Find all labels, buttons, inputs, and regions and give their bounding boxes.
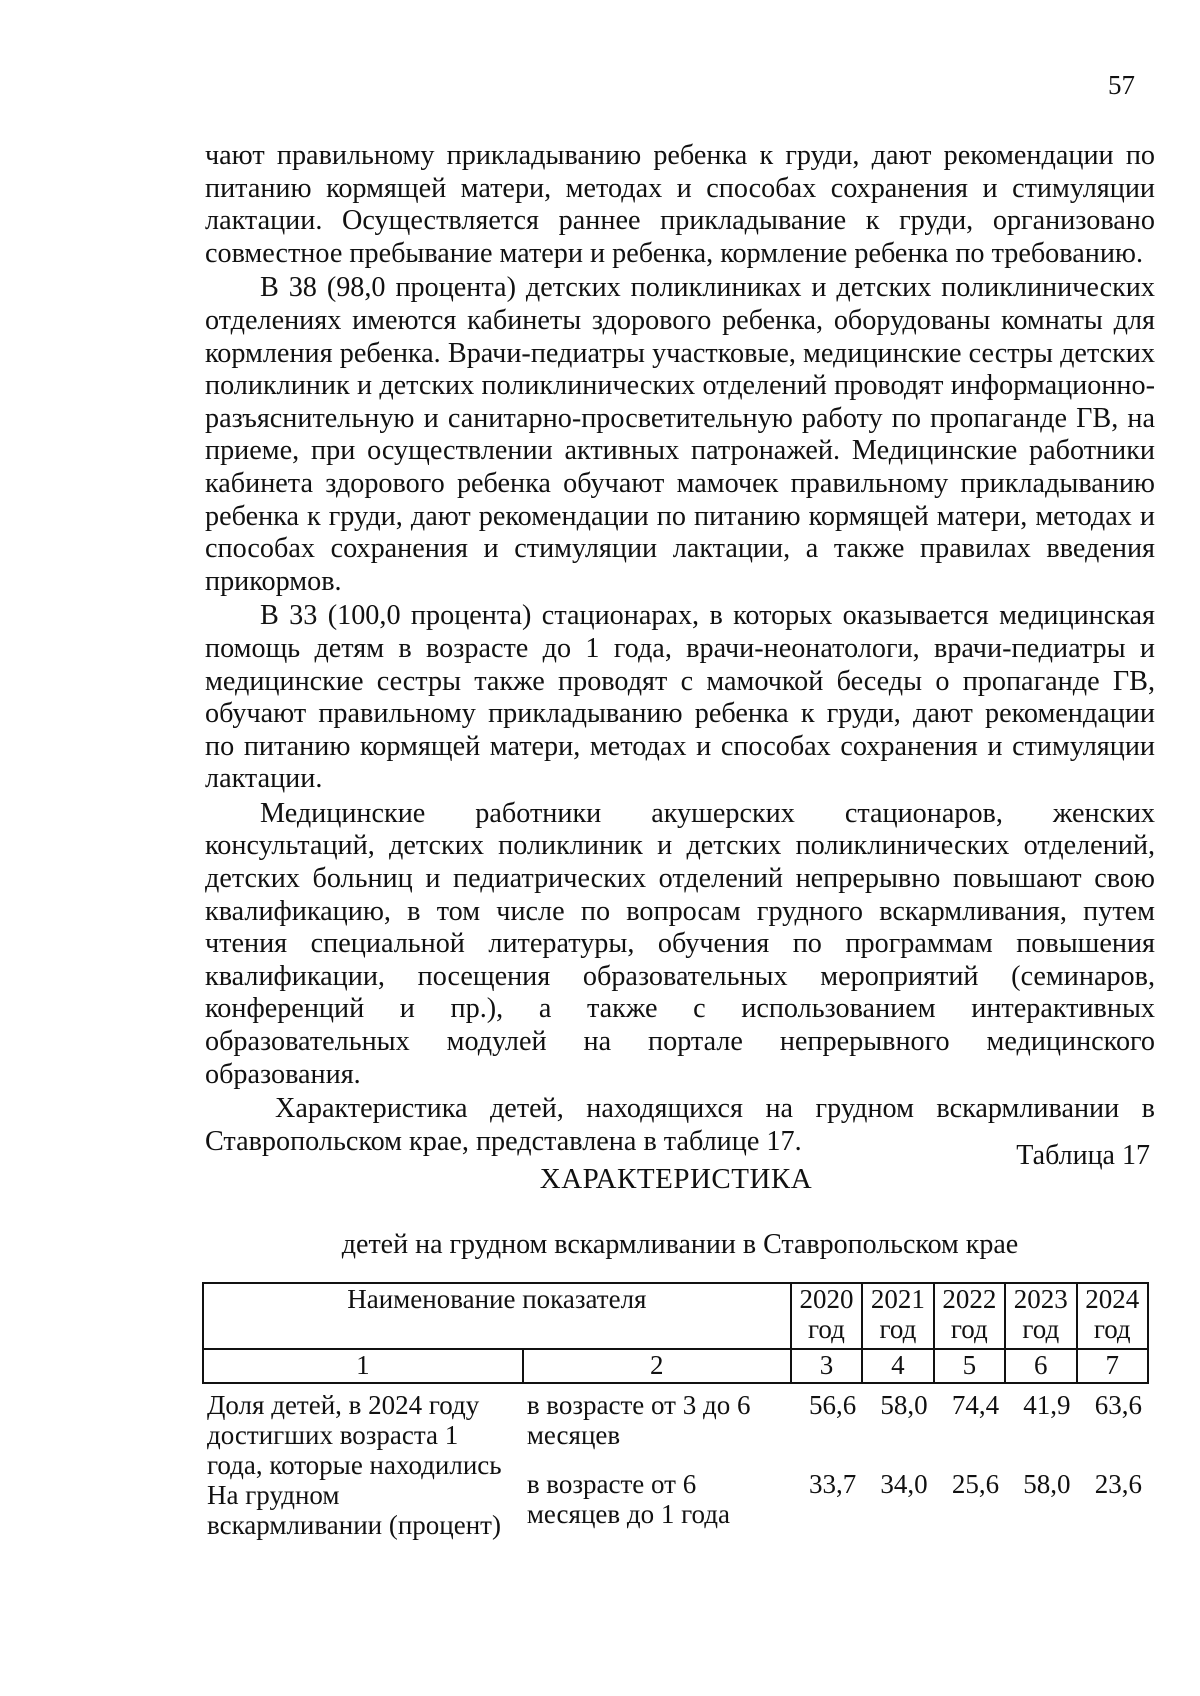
header-year: 2023 год [1005,1283,1076,1349]
paragraph: В 38 (98,0 процента) детских поликлиниках и детских поликлинических отделениях имеются кабинеты здорового ребенка, оборудованы комнаты для кормления ребенка. Врачи-педиатры участковые, медицинские сестры детских поликлиник и детских поликлинических отделений проводят информационно-разъяснительную и санитарно-просветительную работу по пропаганде ГВ, на приеме, при осуществлении активных патронажей. Медицинские работники кабинета здорового ребенка обучают мамочек правильному прикладыванию ребенка к груди, дают рекомендации по питанию кормящей матери, методах и способах сохранения и стимуляции лактации, а также правилах введения прикормов. [205,272,1155,597]
value-cell: 41,9 [1023,1390,1071,1420]
column-number: 7 [1077,1349,1149,1383]
table-subtitle: детей на грудном вскармливании в Ставропольском крае [341,1229,1019,1260]
value-cell: 74,4 [951,1390,1000,1420]
value-cell: 56,6 [808,1390,857,1420]
column-number: 3 [791,1349,862,1383]
value-cell: 63,6 [1094,1390,1142,1420]
paragraph: чают правильному прикладыванию ребенка к груди, дают рекомендации по питанию кормящей матери, методах и способах сохранения и стимуляции лактации. Осуществляется раннее прикладывание к груди, организовано совместное пребывание матери и ребенка, кормление ребенка по требованию. [205,140,1155,269]
page-number: 57 [1108,70,1135,100]
header-year: 2024 год [1077,1283,1149,1349]
value-cell: 33,7 [808,1468,857,1499]
age-cell: в возрасте от 3 до 6 месяцев [526,1390,751,1450]
table-label: Таблица 17 [1016,1140,1150,1171]
column-number: 6 [1005,1349,1076,1383]
header-year: 2020 год [791,1283,862,1349]
value-cell: 58,0 [1023,1468,1071,1499]
value-cell: 34,0 [880,1468,928,1499]
data-table [202,1282,1149,1540]
table-title: ХАРАКТЕРИСТИКА [539,1163,813,1195]
paragraph: В 33 (100,0 процента) стационарах, в которых оказывается медицинская помощь детям в возрасте до 1 года, врачи-неонатологи, врачи-педиатры и медицинские сестры также проводят с мамочкой беседы о пропаганде ГВ, обучают правильному прикладыванию ребенка к груди, дают рекомендации по питанию кормящей матери, методах и способах сохранения и стимуляции лактации. [205,600,1155,795]
header-indicator-name: Наименование показателя [203,1283,791,1349]
age-cell: в возрасте от 6 месяцев до 1 года [526,1468,730,1529]
header-year: 2021 год [862,1283,933,1349]
indicator-cell: Доля детей, в 2024 году достигших возраста 1 года, которые находились На грудном вскармливании (процент) [207,1390,502,1540]
column-number-row [203,1349,1148,1383]
value-cell: 23,6 [1094,1468,1142,1499]
value-cell: 25,6 [951,1468,1000,1499]
table-row [203,1383,1148,1461]
column-number: 1 [203,1349,523,1383]
table-header-row [203,1283,1148,1349]
column-number: 4 [862,1349,933,1383]
header-year: 2022 год [934,1283,1005,1349]
column-number: 5 [934,1349,1005,1383]
value-cell: 58,0 [880,1390,928,1420]
body-text [205,140,1155,1160]
paragraph: Характеристика детей, находящихся на грудном вскармливании в Ставропольском крае, представлена в таблице 17. [205,1093,1155,1157]
paragraph: Медицинские работники акушерских стационаров, женских консультаций, детских поликлиник и детских поликлинических отделений, детских больниц и педиатрических отделений непрерывно повышают свою квалификацию, в том числе по вопросам грудного вскармливания, путем чтения специальной литературы, обучения по программам повышения квалификации, посещения образовательных мероприятий (семинаров, конференций и пр.), а также с использованием интерактивных образовательных модулей на портале непрерывного медицинского образования. [205,797,1155,1090]
column-number: 2 [523,1349,791,1383]
